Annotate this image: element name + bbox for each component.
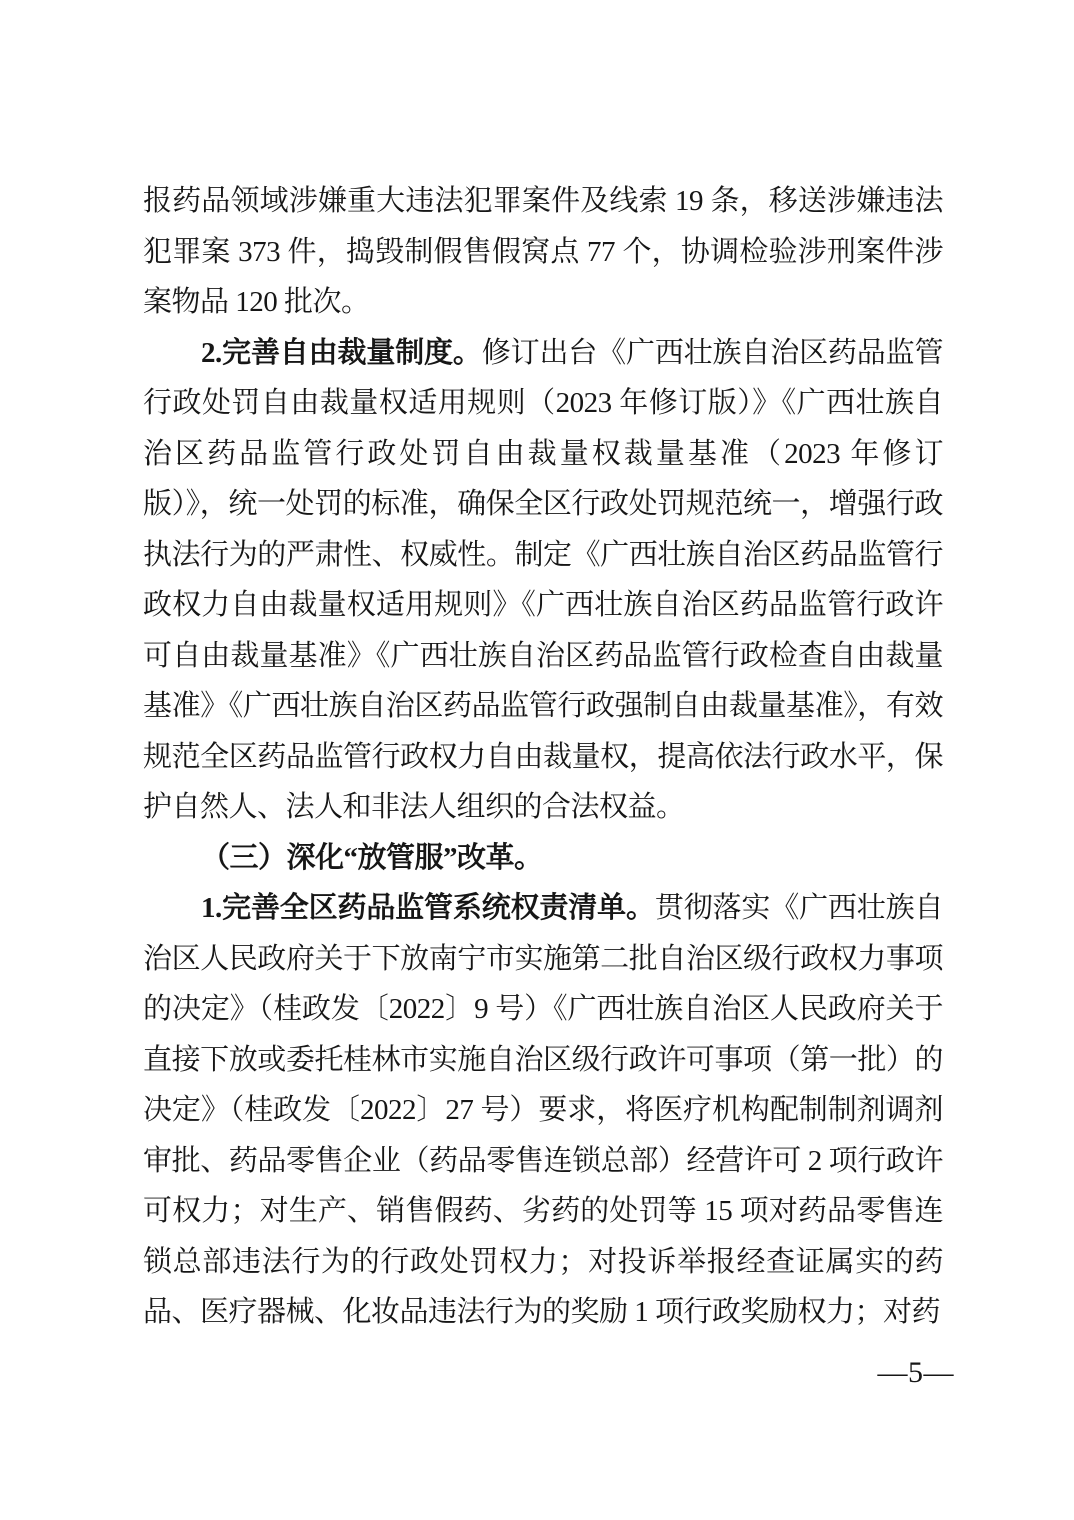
document-body: [143, 176, 943, 1338]
paragraph-enforcement-stats: [143, 176, 943, 328]
section-heading-fangguanfu-reform: [143, 833, 943, 884]
inline-heading-discretion-system: 2.完善自由裁量制度。: [201, 336, 482, 369]
paragraph-text: 报药品领域涉嫌重大违法犯罪案件及线索 19 条，移送涉嫌违法犯罪案 373 件，捣毁制假售假窝点 77 个，协调检验涉刑案件涉案物品 120 批次。: [143, 185, 943, 318]
inline-heading-duty-list: 1.完善全区药品监管系统权责清单。: [201, 892, 655, 924]
section-heading-text: （三）深化“放管服”改革。: [201, 841, 543, 874]
paragraph-duty-list: [143, 883, 943, 1338]
page-number: —5—: [877, 1356, 954, 1389]
paragraph-discretion-system: [143, 328, 943, 833]
paragraph-text: 贯彻落实《广西壮族自治区人民政府关于下放南宁市实施第二批自治区级行政权力事项的决定》（桂政发〔2022〕9 号）《广西壮族自治区人民政府关于直接下放或委托桂林市实施自治区级行政许可事项（第一批）的决定》（桂政发〔2022〕27 号）要求，将医疗机构配制制剂调剂审批、药品零售企业（药品零售连锁总部）经营许可 2 项行政许可权力；对生产、销售假药、劣药的处罚等 15 项对药品零售连锁总部违法行为的行政处罚权力；对投诉举报经查证属实的药品、医疗器械、化妆品违法行为的奖励 1 项行政奖励权力；对药: [143, 892, 943, 1328]
paragraph-text: 修订出台《广西壮族自治区药品监管行政处罚自由裁量权适用规则（2023 年修订版）》《广西壮族自治区药品监管行政处罚自由裁量权裁量基准（2023 年修订版）》，统一处罚的标准，确保全区行政处罚规范统一，增强行政执法行为的严肃性、权威性。制定《广西壮族自治区药品监管行政权力自由裁量权适用规则》《广西壮族自治区药品监管行政许可自由裁量基准》《广西壮族自治区药品监管行政检查自由裁量基准》《广西壮族自治区药品监管行政强制自由裁量基准》，有效规范全区药品监管行政权力自由裁量权，提高依法行政水平，保护自然人、法人和非法人组织的合法权益。: [143, 336, 943, 823]
